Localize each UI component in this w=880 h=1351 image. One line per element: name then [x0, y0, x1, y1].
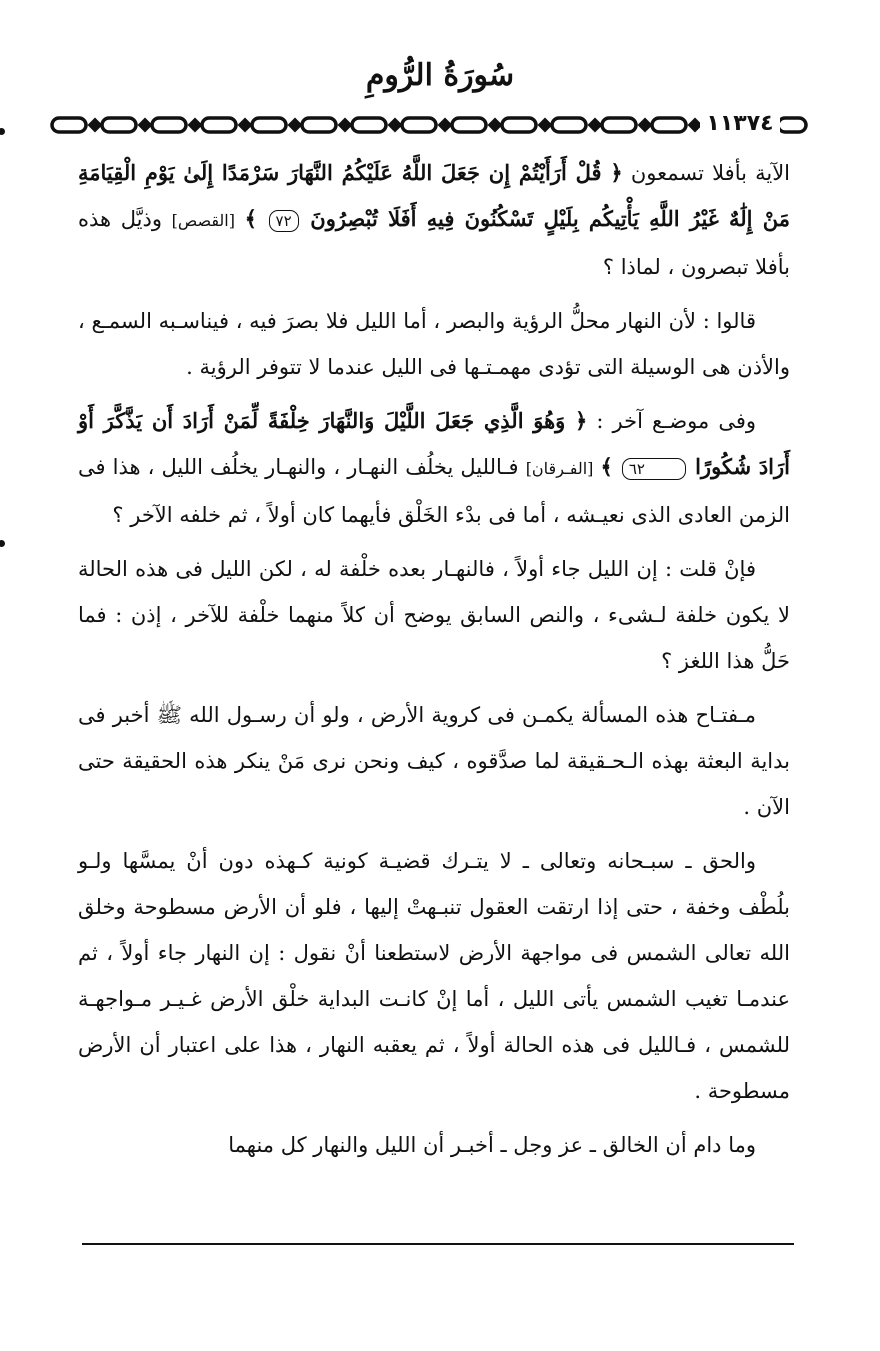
surah-title: سُورَةُ الرُّومِ [365, 58, 515, 93]
header-ornament-border [50, 110, 810, 140]
paragraph-lead: الآية بأفلا تسمعون [630, 161, 791, 185]
paragraph-tail: فـالليل يخلُف النهـار ، والنهـار يخلُف الليل ، هذا فى الزمن العادى الذى نعيـشه ، أما فى بدْء الخَلْق فأيهما كان أولاً ، ثم خلفه الآخر ؟ [78, 455, 790, 527]
paragraph-tail: وذيَّل هذه بأفلا تبصرون ، لماذا ؟ [78, 207, 790, 279]
sura-reference: [القصص] [171, 211, 235, 230]
page-number: ١١٣٧٤ [700, 111, 780, 136]
paragraph-lead: وفى موضـع آخر : [596, 409, 756, 433]
paragraph-2: قالوا : لأن النهار محلُّ الرؤية والبصر ، أما الليل فلا بصرَ فيه ، فيناسـبه السمـع ، والأذن هى الوسيلة التى تؤدى مهمـتـها فى الليل عندما لا تتوفر الرؤية . [78, 309, 790, 379]
paragraph-3 [78, 398, 790, 538]
page-body [78, 150, 790, 1176]
verse-close-bracket: ﴾ [600, 454, 613, 479]
footer-rule [82, 1243, 794, 1245]
paragraph-5: مـفتـاح هذه المسألة يكمـن فى كروية الأرض ، ولو أن رسـول الله ﷺ أخبر فى بداية البعثة بهذه الـحـقيقة لما صدَّقوه ، كيف ونحن نرى مَنْ ينكر هذه الحقيقة حتى الآن . [78, 703, 790, 819]
verse-number: ٦٢ [622, 458, 686, 480]
paragraph-7: وما دام أن الخالق ـ عز وجل ـ أخبـر أن الليل والنهار كل منهما [228, 1133, 756, 1157]
sura-reference: [الفـرقان] [525, 459, 594, 478]
quran-verse: ﴿ قُلْ أَرَأَيْتُمْ إِن جَعَلَ اللَّهُ عَلَيْكُمُ النَّهَارَ سَرْمَدًا إِلَىٰ يَوْمِ الْقِيَامَةِ مَنْ إِلَٰهٌ غَيْرُ اللَّهِ يَأْتِيكُم بِلَيْلٍ تَسْكُنُونَ فِيهِ أَفَلَا تُبْصِرُونَ [78, 160, 790, 231]
verse-number: ٧٢ [269, 210, 299, 232]
paragraph-6: والحق ـ سبـحانه وتعالى ـ لا يتـرك قضيـة كونية كـهذه دون أنْ يمسَّها ولـو بلُطْف وخفة ، حتى إذا ارتقت العقول تنبـهتْ إليها ، فلو أن الأرض مسطوحة وخلق الله تعالى الشمس فى مواجهة الأرض لاستطعنا أنْ نقول : إن النهار جاء أولاً ، ثم عندمـا تغيب الشمس يأتى الليل ، أما إنْ كانـت البداية خلْق الأرض غـيـر مـواجهـة للشمس ، فـالليل فى هذه الحالة أولاً ، ثم يعقبه النهار ، هذا على اعتبار أن الأرض مسطوحة . [78, 849, 790, 1103]
paragraph-1 [78, 150, 790, 290]
edge-mark [0, 540, 5, 547]
paragraph-4: فإنْ قلت : إن الليل جاء أولاً ، فالنهـار بعده خلْفة له ، لكن الليل فى هذه الحالة لا يكون خلفة لـشىء ، والنص السابق يوضح أن كلاً منهما خلْفة للآخر ، إذن : فما حَلُّ هذا اللغز ؟ [78, 557, 790, 673]
quran-verse: ﴿ وَهُوَ الَّذِي جَعَلَ اللَّيْلَ وَالنَّهَارَ خِلْفَةً لِّمَنْ أَرَادَ أَن يَذَّكَّرَ أَوْ أَرَادَ شُكُورًا [78, 408, 790, 479]
edge-mark [0, 128, 5, 135]
verse-close-bracket: ﴾ [244, 206, 257, 231]
